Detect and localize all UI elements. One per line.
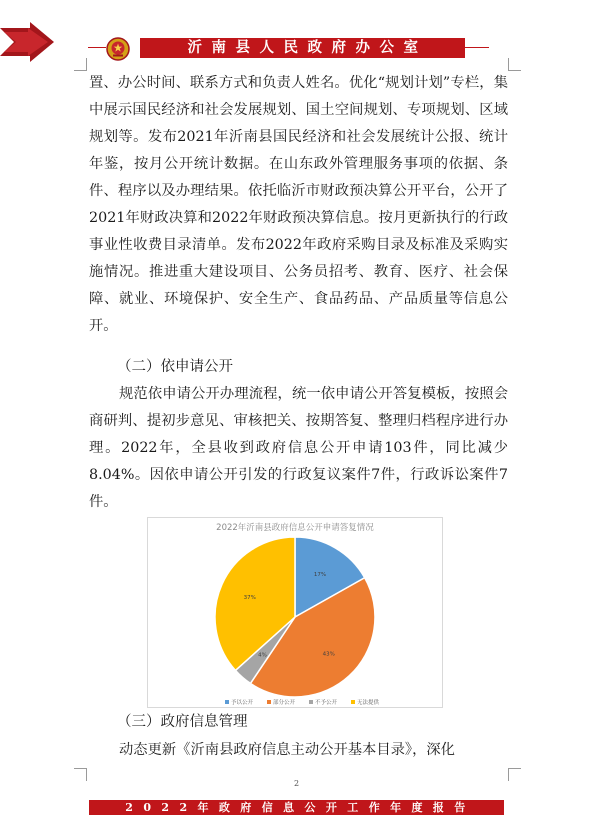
corner-mark-top-right	[508, 58, 521, 71]
header-rule-left	[88, 47, 106, 48]
pie-label-2: 43%	[322, 651, 335, 658]
national-emblem-icon	[106, 37, 130, 61]
legend-swatch-1	[225, 700, 229, 704]
heading-information-management: （三）政府信息管理	[117, 714, 248, 730]
heading-on-request-disclosure: （二）依申请公开	[117, 359, 233, 375]
pie-label-3: 4%	[258, 652, 267, 659]
legend-label-3: 不予公开	[315, 700, 338, 706]
pie-label-4: 37%	[243, 594, 256, 601]
legend-swatch-3	[309, 700, 313, 704]
header-banner: 沂南县人民政府办公室	[140, 38, 465, 58]
legend-label-2: 部分公开	[273, 700, 296, 706]
header-rule-right	[465, 47, 489, 48]
corner-mark-top-left	[74, 58, 87, 71]
red-arrow-icon	[0, 22, 54, 62]
chart-title: 2022年沂南县政府信息公开申请答复情况	[216, 523, 374, 533]
legend-label-1: 予以公开	[231, 700, 254, 706]
page-number: 2	[293, 779, 300, 788]
legend-swatch-4	[351, 700, 355, 704]
legend-swatch-2	[267, 700, 271, 704]
pie-chart	[147, 517, 443, 708]
legend-label-4: 无法提供	[357, 700, 380, 706]
paragraph-information-management: 动态更新《沂南县政府信息主动公开基本目录》，深化	[119, 742, 455, 758]
paragraph-on-request-disclosure: 规范依申请公开办理流程，统一依申请公开答复模板，按照会商研判、提初步意见、审核把关、按期答复、整理归档程序进行办理。2022年，全县收到政府信息公开申请103件，同比减少8.04%。因依申请公开引发的行政复议案件7件，行政诉讼案件7件。	[89, 386, 508, 510]
paragraph-public-disclosure: 置、办公时间、联系方式和负责人姓名。优化“规划计划”专栏，集中展示国民经济和社会发展规划、国土空间规划、专项规划、区域规划等。发布2021年沂南县国民经济和社会发展统计公报、统计年鉴，按月公开统计数据。在山东政外管理服务事项的依据、条件、程序以及办理结果。依托临沂市财政预决算公开平台，公开了2021年财政决算和2022年财政预决算信息。按月更新执行的行政事业性收费目录清单。发布2022年政府采购目录及标准及采购实施情况。推进重大建设项目、公务员招考、教育、医疗、社会保障、就业、环境保护、安全生产、食品药品、产品质量等信息公开。	[89, 75, 508, 334]
footer-banner: 2022年政府信息公开工作年度报告	[89, 800, 504, 815]
body-content	[89, 70, 508, 516]
pie-label-1: 17%	[313, 572, 327, 579]
